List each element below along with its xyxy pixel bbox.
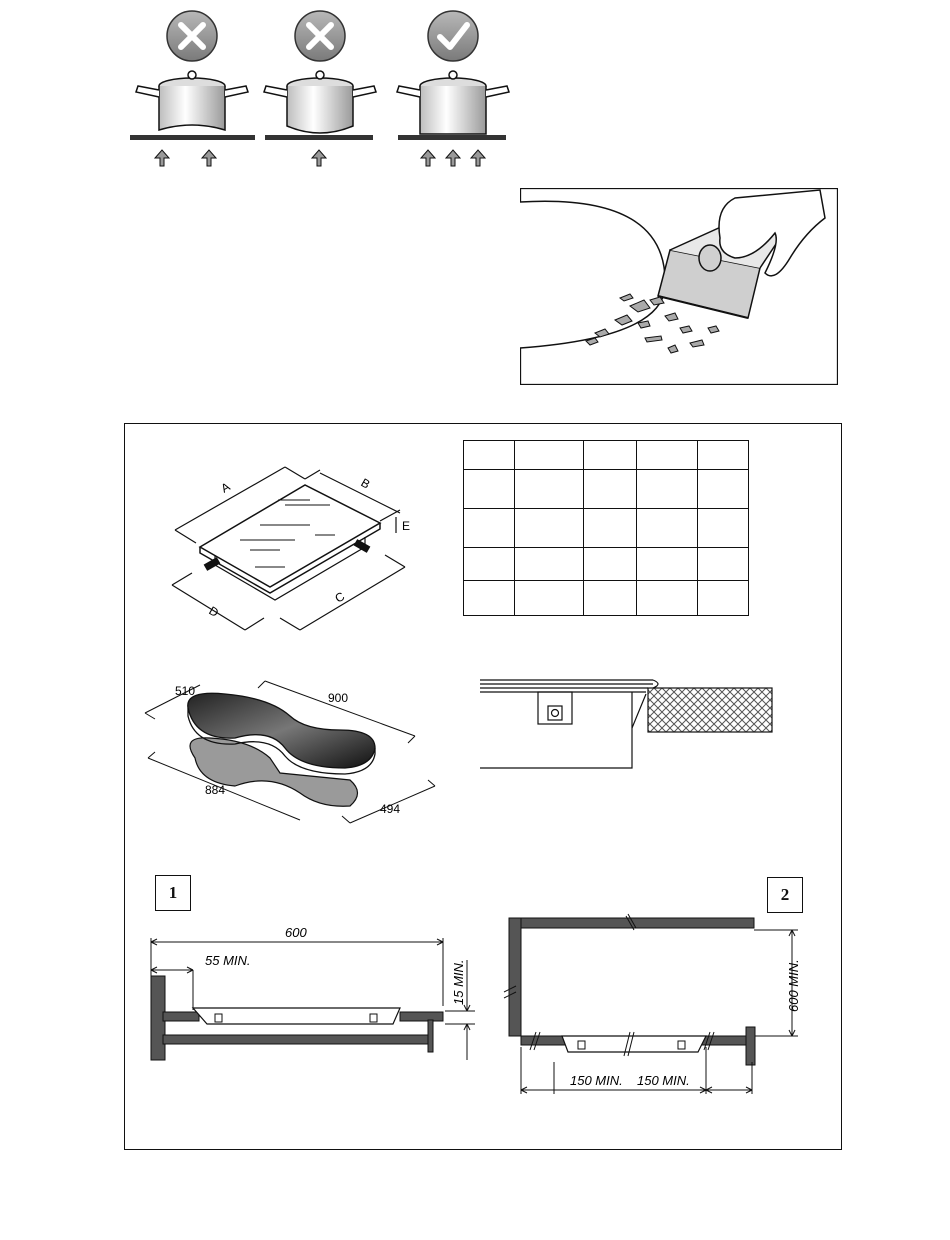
cutout-width-bottom-label: 884	[205, 783, 226, 797]
fig2-right-min-label: 150 MIN.	[637, 1073, 690, 1088]
pot-flat-base	[397, 11, 509, 166]
table-cell	[584, 470, 637, 509]
figure-1-label: 1	[155, 875, 191, 911]
table-cell	[698, 548, 749, 581]
check-icon	[428, 11, 478, 61]
table-cell	[515, 470, 584, 509]
worktop-section-diagram	[478, 672, 778, 772]
cutout-width-top-label: 900	[328, 691, 349, 705]
table-cell	[637, 441, 698, 470]
pot-convex-base	[264, 11, 376, 166]
table-cell	[464, 581, 515, 616]
table-cell	[637, 509, 698, 548]
figure-2-label: 2	[767, 877, 803, 913]
figure-2-diagram	[500, 912, 810, 1097]
table-cell	[584, 441, 637, 470]
cutout-dimension-diagram	[140, 668, 440, 828]
cross-icon	[295, 11, 345, 61]
arrow-up-icon	[421, 150, 435, 166]
cookware-guide	[120, 0, 520, 180]
dim-a-label: A	[218, 479, 233, 496]
dim-c-label: C	[332, 589, 348, 606]
cross-icon	[167, 11, 217, 61]
pot-concave-base	[130, 11, 255, 166]
dim-e-label: E	[402, 519, 411, 533]
fig1-side-min-label: 55 MIN.	[205, 953, 251, 968]
worktop-hatch	[648, 688, 772, 732]
fig1-vertical-min-label: 15 MIN.	[451, 959, 466, 1005]
table-row	[464, 581, 749, 616]
table-cell	[515, 509, 584, 548]
table-cell	[464, 470, 515, 509]
cutout-depth-top-label: 510	[175, 684, 196, 698]
arrow-up-icon	[312, 150, 326, 166]
table-row	[464, 441, 749, 470]
arrow-up-icon	[446, 150, 460, 166]
cutout-depth-bottom-label: 494	[380, 802, 401, 816]
table-cell	[584, 581, 637, 616]
table-row	[464, 509, 749, 548]
table-cell	[464, 509, 515, 548]
table-cell	[637, 470, 698, 509]
table-cell	[698, 441, 749, 470]
arrow-up-icon	[471, 150, 485, 166]
dimensions-table	[463, 440, 749, 616]
arrow-up-icon	[155, 150, 169, 166]
dim-b-label: B	[358, 475, 373, 492]
table-row	[464, 548, 749, 581]
fig2-left-min-label: 150 MIN.	[570, 1073, 623, 1088]
scraper-cleaning-illustration	[520, 188, 838, 385]
table-cell	[584, 509, 637, 548]
table-cell	[698, 581, 749, 616]
table-cell	[584, 548, 637, 581]
table-row	[464, 470, 749, 509]
hob-dimension-diagram	[160, 455, 420, 635]
arrow-up-icon	[202, 150, 216, 166]
table-cell	[637, 548, 698, 581]
table-cell	[698, 470, 749, 509]
table-cell	[637, 581, 698, 616]
table-cell	[464, 548, 515, 581]
table-cell	[515, 441, 584, 470]
dim-d-label: D	[206, 603, 222, 620]
table-cell	[464, 441, 515, 470]
table-cell	[698, 509, 749, 548]
table-cell	[515, 581, 584, 616]
fig1-width-label: 600	[285, 925, 307, 940]
table-cell	[515, 548, 584, 581]
fig2-height-min-label: 600 MIN.	[786, 959, 801, 1012]
figure-1-diagram	[145, 920, 475, 1065]
